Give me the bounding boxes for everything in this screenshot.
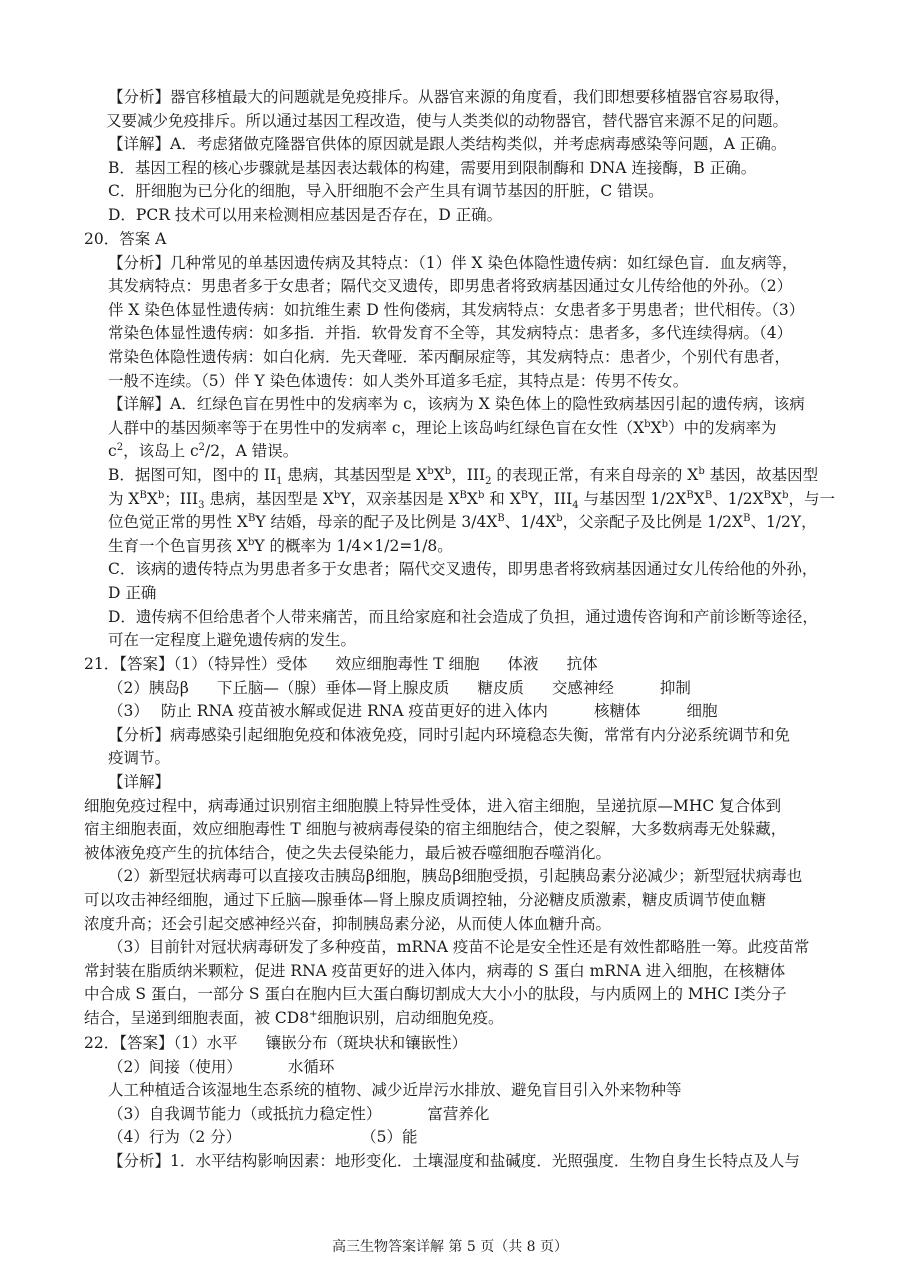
q22-answer-line-5: （4）行为（2 分） （5）能 [108, 1128, 418, 1147]
q20-analysis-line-3: 伴 X 染色体显性遗传病：如抗维生素 D 性佝偻病，其发病特点：女患者多于男患者；世代相传。（3） [108, 300, 805, 319]
q19-detail-a: 【详解】A．考虑猪做克隆器官供体的原因就是跟人类结构类似，并考虑病毒感染等问题，A 正确。 [108, 135, 787, 154]
q21-detail-heading: 【详解】 [108, 772, 171, 791]
q20-detail-line-1: 【详解】A．红绿色盲在男性中的发病率为 c，该病为 X 染色体上的隐性致病基因引起的遗传病，该病 [108, 395, 805, 414]
q19-detail-b: B．基因工程的核心步骤就是基因表达载体的构建，需要用到限制酶和 DNA 连接酶，B 正确。 [108, 158, 757, 177]
q19-analysis-line-2: 又要减少免疫排斥。所以通过基因工程改造，使与人类类似的动物器官，替代器官来源不足的问题。 [106, 111, 789, 130]
q22-answer-line-3: 人工种植适合该湿地生态系统的植物、减少近岸污水排放、避免盲目引入外来物种等 [108, 1081, 682, 1100]
page-footer: 高三生物答案详解 第 5 页（共 8 页） [331, 1239, 569, 1255]
q20-answer-heading: 20．答案 A [84, 230, 167, 248]
q20-detail-b-line-3: 位色觉正常的男性 $X^BY$ 结婚，母亲的配子及比例是 $3/4X^B$、$1/4X^b$，父亲配子及比例是 $1/2X^B$、1/2Y， [108, 512, 817, 532]
q20-detail-line-2: 人群中的基因频率等于在男性中的发病率 c，理论上该岛屿红绿色盲在女性$(X^bX^b)$中的发病率为 [108, 418, 777, 437]
q22-answer-line-2: （2）间接（使用） 水循环 [108, 1057, 335, 1076]
q19-detail-d: D．PCR 技术可以用来检测相应基因是否存在，D 正确。 [108, 205, 503, 224]
q20-detail-d-line-2: 可在一定程度上避免遗传病的发生。 [108, 631, 357, 650]
q20-detail-c-line-1: C．该病的遗传特点为男患者多于女患者；隔代交叉遗传，即男患者将致病基因通过女儿传给他的外孙， [108, 560, 818, 579]
q21-detail-line-9: 中合成 S 蛋白，一部分 S 蛋白在胞内巨大蛋白酶切割成大大小小的肽段，与内质网上的 MHC Ⅰ类分子 [84, 985, 787, 1004]
q20-analysis-line-6: 一般不连续。（5）伴 Y 染色体遗传：如人类外耳道多毛症，其特点是：传男不传女。 [108, 371, 689, 390]
q21-detail-line-1: 细胞免疫过程中，病毒通过识别宿主细胞膜上特异性受体，进入宿主细胞，呈递抗原—MHC 复合体到 [84, 796, 782, 815]
q20-detail-c-line-2: D 正确 [108, 583, 157, 602]
q21-detail-line-5: 可以攻击神经细胞，通过下丘脑—腺垂体—肾上腺皮质调控轴，分泌糖皮质激素，糖皮质调节使血糖 [84, 890, 767, 909]
q21-detail-line-4: （2）新型冠状病毒可以直接攻击胰岛β细胞，胰岛β细胞受损，引起胰岛素分泌减少；新型冠状病毒也 [108, 867, 803, 886]
q22-section [84, 1032, 824, 1174]
q20-detail-b-line-1: B．据图可知，图中的 $II_1$ 患病，其基因型是 $X^bX^b$，$III_2$ 的表现正常，有来自母亲的 $X^b$ 基因，故基因型 [108, 465, 819, 488]
q21-detail-line-7: （3）目前针对冠状病毒研发了多种疫苗，mRNA 疫苗不论是安全性还是有效性都略胜一筹。此疫苗常 [108, 938, 810, 957]
q20-detail-line-3: $c^2$，该岛上 $c^2/2$，A 错误。 [108, 442, 299, 461]
q20-analysis-line-5: 常染色体隐性遗传病：如白化病．先天聋哑．苯丙酮尿症等，其发病特点：患者少，个别代有患者， [108, 347, 791, 366]
q20-detail-d-line-1: D．遗传病不但给患者个人带来痛苦，而且给家庭和社会造成了负担，通过遗传咨询和产前诊断等途径， [108, 607, 818, 626]
q21-analysis-line-2: 疫调节。 [108, 749, 171, 768]
q20-section [84, 228, 835, 653]
q20-analysis-line-2: 其发病特点：男患者多于女患者；隔代交叉遗传，即男患者将致病基因通过女儿传给他的外孙。（2） [108, 277, 793, 296]
q19-detail-c: C．肝细胞为已分化的细胞，导入肝细胞不会产生具有调节基因的肝脏，C 错误。 [108, 182, 664, 201]
q21-answer-line-3: （3） 防止 RNA 疫苗被水解或促进 RNA 疫苗更好的进入体内 核糖体 细胞 [108, 702, 718, 721]
q21-detail-line-8: 常封装在脂质纳米颗粒，促进 RNA 疫苗更好的进入体内，病毒的 S 蛋白 mRNA 进入细胞，在核糖体 [84, 961, 786, 980]
q21-analysis-line-1: 【分析】病毒感染引起细胞免疫和体液免疫，同时引起内环境稳态失衡，常常有内分泌系统调节和免 [108, 725, 791, 744]
q21-answer-line-2: （2）胰岛β 下丘脑—（腺）垂体—肾上腺皮质 糖皮质 交感神经 抑制 [108, 678, 691, 697]
q21-answer-line-1: 21．【答案】（1）（特异性）受体 效应细胞毒性 T 细胞 体液 抗体 [84, 655, 598, 673]
q19-section [84, 86, 824, 228]
q20-analysis-line-4: 常染色体显性遗传病：如多指．并指．软骨发育不全等，其发病特点：患者多，多代连续得病。（4） [108, 324, 793, 343]
q21-detail-line-2: 宿主细胞表面，效应细胞毒性 T 细胞与被病毒侵染的宿主细胞结合，使之裂解，大多数病毒无处躲藏， [84, 820, 787, 839]
q22-answer-line-4: （3）自我调节能力（或抵抗力稳定性） 富营养化 [108, 1104, 490, 1123]
q20-detail-b-line-4: 生育一个色盲男孩 $X^bY$ 的概率为 1/4×1/2=1/8。 [108, 536, 453, 555]
q21-detail-line-10: 结合，呈递到细胞表面，被 CD8+细胞识别，启动细胞免疫。 [84, 1008, 504, 1027]
q22-answer-line-1: 22．【答案】（1）水平 镶嵌分布（斑块状和镶嵌性） [84, 1034, 468, 1052]
q21-detail-line-3: 被体液免疫产生的抗体结合，使之失去侵染能力，最后被吞噬细胞吞噬消化。 [84, 843, 612, 862]
q22-analysis-line-1: 【分析】1．水平结构影响因素：地形变化．土壤湿度和盐碱度．光照强度．生物自身生长特点及人与 [108, 1151, 800, 1170]
q20-detail-b-line-2: 为 $X^BX^b$；$III_3$ 患病，基因型是 $X^bY$，双亲基因是 $X^BX^b$ 和 $X^BY$，$III_4$ 与基因型 $1/2X^BX^B$、$1/2X^BX^b$，与一 [108, 489, 835, 511]
q20-analysis-line-1: 【分析】几种常见的单基因遗传病及其特点：（1）伴 X 染色体隐性遗传病：如红绿色盲．血友病等， [108, 253, 798, 272]
q21-detail-line-6: 浓度升高；还会引起交感神经兴奋，抑制胰岛素分泌，从而使人体血糖升高。 [84, 914, 612, 933]
q19-analysis-line-1: 【分析】器官移植最大的问题就是免疫排斥。从器官来源的角度看，我们即想要移植器官容易取得， [108, 88, 791, 106]
q21-section [84, 653, 824, 1031]
